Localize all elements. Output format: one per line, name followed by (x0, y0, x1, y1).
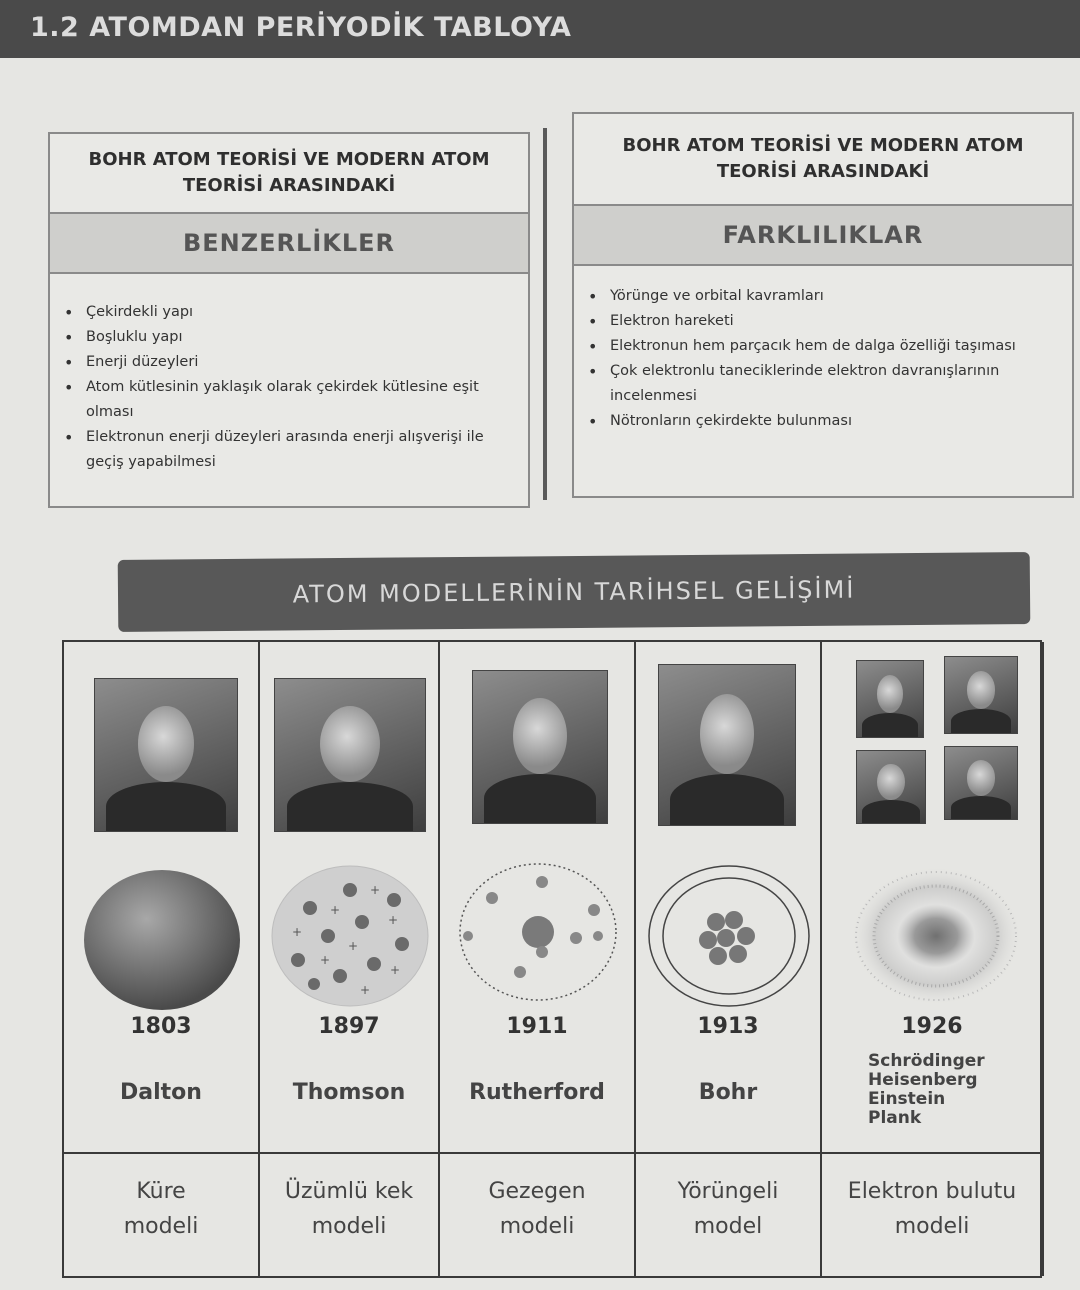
section-banner (118, 552, 1031, 632)
svg-text:+: + (330, 903, 341, 917)
svg-text:+: + (320, 953, 331, 967)
model-column-rutherford (440, 642, 636, 1276)
svg-text:+: + (370, 883, 381, 897)
differences-heading: BOHR ATOM TEORİSİ VE MODERN ATOM TEORİSİ ARASINDAKİ (574, 114, 1072, 206)
rutherford-portrait (472, 670, 608, 824)
schrodinger-portrait (856, 660, 924, 738)
differences-box (572, 112, 1074, 498)
electron-cloud-model-icon (848, 864, 1024, 1008)
list-item: • Nötronların çekirdekte bulunması (610, 409, 1058, 434)
planck-portrait (944, 746, 1018, 820)
svg-text:+: + (292, 925, 303, 939)
banner-title: ATOM MODELLERİNİN TARİHSEL GELİŞİMİ (292, 575, 856, 609)
header-bar (0, 0, 1080, 58)
model-year: 1803 (130, 1014, 192, 1039)
model-column-thomson (260, 642, 440, 1276)
scientist-names (868, 1052, 985, 1128)
list-item: • Elektron hareketi (610, 309, 1058, 334)
similarities-list (50, 274, 528, 475)
list-item: • Yörünge ve orbital kavramları (610, 284, 1058, 309)
heisenberg-portrait (944, 656, 1018, 734)
list-item: • Boşluklu yapı (86, 325, 514, 350)
bohr-model-icon (646, 864, 812, 1008)
scientist-name: Heisenberg (868, 1070, 978, 1090)
model-name: Gezegen modeli (488, 1179, 586, 1239)
plum-pudding-model-icon (270, 864, 430, 1008)
atom-models-table (62, 640, 1042, 1278)
table-row-divider (64, 1152, 1040, 1154)
list-item: • Çok elektronlu taneciklerinde elektron davranışlarının incelenmesi (610, 359, 1058, 409)
scientist-name: Bohr (698, 1080, 758, 1105)
scientist-name: Dalton (120, 1080, 202, 1105)
model-year: 1926 (901, 1014, 963, 1039)
list-item: • Enerji düzeyleri (86, 350, 514, 375)
svg-text:+: + (360, 983, 371, 997)
similarities-box (48, 132, 530, 508)
column-divider (543, 128, 547, 500)
bohr-portrait (658, 664, 796, 826)
planetary-model-icon (456, 862, 620, 1006)
differences-subheading: FARKLILIKLAR (574, 206, 1072, 266)
list-item: • Elektronun enerji düzeyleri arasında enerji alışverişi ile geçiş yapabilmesi (86, 425, 514, 475)
model-year: 1897 (318, 1014, 380, 1039)
scientist-name: Rutherford (469, 1080, 605, 1105)
model-column-dalton (64, 642, 260, 1276)
scientist-name: Einstein (868, 1089, 946, 1109)
einstein-portrait (856, 750, 926, 824)
model-name: Üzümlü kek modeli (284, 1179, 414, 1239)
model-column-modern (822, 642, 1044, 1276)
differences-list (574, 266, 1072, 434)
model-year: 1913 (697, 1014, 759, 1039)
model-column-bohr (636, 642, 822, 1276)
svg-text:+: + (390, 963, 401, 977)
dalton-portrait (94, 678, 238, 832)
scientist-name: Thomson (292, 1080, 406, 1105)
page-title: 1.2 ATOMDAN PERİYODİK TABLOYA (30, 12, 572, 43)
list-item: • Elektronun hem parçacık hem de dalga özelliği taşıması (610, 334, 1058, 359)
scientist-name: Schrödinger (868, 1051, 985, 1071)
model-name: Yörüngeli model (677, 1179, 779, 1239)
list-item: • Çekirdekli yapı (86, 300, 514, 325)
list-item: • Atom kütlesinin yaklaşık olarak çekirdek kütlesine eşit olması (86, 375, 514, 425)
model-name: Elektron bulutu modeli (847, 1179, 1017, 1239)
thomson-portrait (274, 678, 426, 832)
model-year: 1911 (506, 1014, 568, 1039)
sphere-model-icon (82, 868, 242, 1012)
similarities-subheading: BENZERLİKLER (50, 214, 528, 274)
scientist-name: Plank (868, 1108, 922, 1128)
svg-text:+: + (348, 939, 359, 953)
svg-text:+: + (388, 913, 399, 927)
similarities-heading: BOHR ATOM TEORİSİ VE MODERN ATOM TEORİSİ ARASINDAKİ (50, 134, 528, 214)
model-name: Küre modeli (123, 1179, 199, 1239)
